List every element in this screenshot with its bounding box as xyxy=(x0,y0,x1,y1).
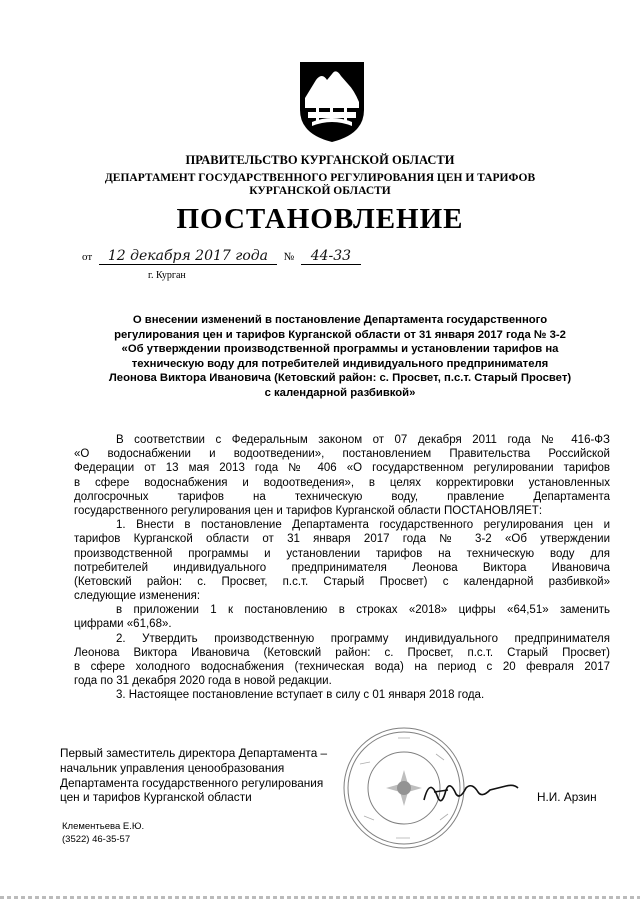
body-line: в сфере холодного водоснабжения (техническая вода) на период с 20 февраля 2017 xyxy=(74,661,610,673)
signer-name: Н.И. Арзин xyxy=(537,790,597,804)
body-line: в сфере водоснабжения и водоотведения», в целях корректировки установленных xyxy=(74,476,610,489)
date-label: от xyxy=(82,251,93,263)
coat-of-arms-emblem xyxy=(296,58,368,144)
city-name: г. Курган xyxy=(148,270,186,281)
signer-position-line: начальник управления ценообразования xyxy=(60,760,285,775)
handwritten-number: 44-33 xyxy=(301,248,361,265)
document-subject xyxy=(70,313,610,400)
body-line: следующие изменения: xyxy=(74,590,201,603)
body-line: 3. Настоящее постановление вступает в силу с 01 января 2018 года. xyxy=(116,689,485,702)
executor-phone: (3522) 46-35-57 xyxy=(62,834,131,845)
body-line: тарифов Курганской области от 31 января 2017 года № 3-2 «Об утверждении xyxy=(74,533,610,546)
body-line: государственного регулирования цен и тарифов Курганской области ПОСТАНОВЛЯЕТ: xyxy=(74,504,543,517)
handwritten-signature xyxy=(420,770,520,810)
subject-line: О внесении изменений в постановление Департамента государственного xyxy=(132,314,548,326)
document-body xyxy=(74,433,610,703)
department-name xyxy=(0,172,640,198)
body-line: цифрами «61,68». xyxy=(74,618,172,631)
executor-info xyxy=(62,820,144,846)
subject-line: Леонова Виктора Ивановича (Кетовский район: с. Просвет, п.с.т. Старый Просвет) xyxy=(108,372,572,384)
department-name-line2: КУРГАНСКОЙ ОБЛАСТИ xyxy=(249,185,391,197)
body-line: потребителей индивидуального предпринимателя Леонова Виктора Ивановича xyxy=(74,561,610,574)
body-line: Леонова Виктора Ивановича (Кетовский район: с. Просвет, п.с.т. Старый Просвет) xyxy=(74,646,610,659)
body-line: 1. Внести в постановление Департамента государственного регулирования цен и xyxy=(116,519,610,532)
body-line: производственной программы и установлении тарифов на техническую воду для xyxy=(74,547,610,560)
body-line: года по 31 декабря 2020 года в новой редакции. xyxy=(74,675,332,688)
handwritten-date: 12 декабря 2017 года xyxy=(99,248,277,265)
body-line: Федерации от 13 мая 2013 года № 406 «О государственном регулировании тарифов xyxy=(74,462,610,475)
subject-line: техническую воду для потребителей индивидуального предпринимателя xyxy=(131,357,549,370)
signer-position-line: Департамента государственного регулирования xyxy=(60,775,324,790)
number-label: № xyxy=(283,251,295,263)
body-line: В соответствии с Федеральным законом от 07 декабря 2011 года № 416-ФЗ xyxy=(116,434,610,446)
subject-line: с календарной разбивкой» xyxy=(264,386,416,399)
body-line: в приложении 1 к постановлению в строках «2018» цифры «64,51» заменить xyxy=(116,604,610,617)
body-line: 2. Утвердить производственную программу индивидуального предпринимателя xyxy=(116,632,610,645)
document-title: ПОСТАНОВЛЕНИЕ xyxy=(176,203,464,235)
signature-block xyxy=(60,746,327,805)
department-name-line1: ДЕПАРТАМЕНТ ГОСУДАРСТВЕННОГО РЕГУЛИРОВАНИЯ ЦЕН И ТАРИФОВ xyxy=(104,172,536,184)
subject-line: «Об утверждении производственной программы и установлении тарифов на xyxy=(121,343,559,355)
scan-edge-artifact xyxy=(0,896,640,899)
government-name: ПРАВИТЕЛЬСТВО КУРГАНСКОЙ ОБЛАСТИ xyxy=(185,153,455,167)
body-line: долгосрочных тарифов на техническую воду, правление Департамента xyxy=(74,490,610,503)
executor-name: Клементьева Е.Ю. xyxy=(62,821,145,832)
signer-position-line: Первый заместитель директора Департамента – xyxy=(60,746,328,760)
dateline xyxy=(82,248,361,265)
body-line: «О водоснабжении и водоотведении», постановлением Правительства Российской xyxy=(74,448,610,461)
signer-position-line: цен и тарифов Курганской области xyxy=(60,790,252,805)
body-line: (Кетовский район: с. Просвет, п.с.т. Старый Просвет) с календарной разбивкой» xyxy=(74,575,610,588)
subject-line: регулирования цен и тарифов Курганской области от 31 января 2017 года № 3-2 xyxy=(114,328,566,341)
